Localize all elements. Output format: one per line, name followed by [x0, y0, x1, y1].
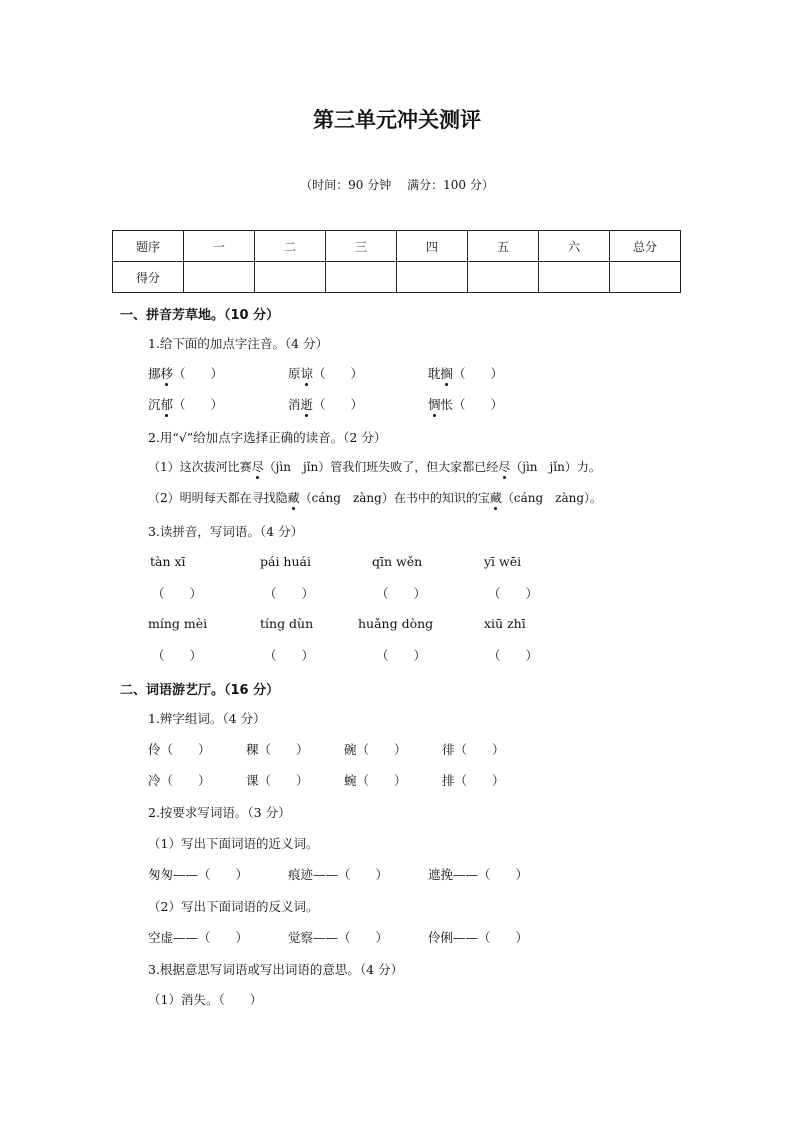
word-item: 排（ ）	[442, 773, 505, 788]
word-item: 碗（ ）	[344, 742, 407, 757]
score-table-score-row	[113, 262, 681, 293]
page-title: 第三单元冲关测评	[313, 108, 481, 132]
q2-2-sub-2: （2）写出下面词语的反义词。	[148, 899, 319, 914]
word-item: 徘（ ）	[442, 742, 505, 757]
q1-2-title: 2.用“√”给加点字选择正确的读音。（2 分）	[148, 430, 387, 445]
answer-blank[interactable]: （ ）	[264, 586, 315, 601]
synonym-item: 遮挽——（ ）	[428, 867, 529, 882]
pinyin-prompt: pái huái	[260, 554, 311, 569]
answer-blank[interactable]: （ ）	[152, 586, 203, 601]
synonym-item: 痕迹——（ ）	[288, 867, 389, 882]
row-label: 得分	[113, 262, 184, 293]
exam-info	[0, 176, 794, 193]
pinyin-item: 挪移（ ）	[148, 366, 224, 381]
antonym-item: 觉察——（ ）	[288, 930, 389, 945]
q1-1-title: 1.给下面的加点字注音。（4 分）	[148, 336, 329, 351]
q1-3-title: 3.读拼音，写词语。（4 分）	[148, 524, 304, 539]
score-cell[interactable]	[255, 262, 326, 293]
word-item: 冷（ ）	[148, 773, 211, 788]
word-item: 伶（ ）	[148, 742, 211, 757]
score-table	[112, 230, 681, 293]
pinyin-item: 惆怅（ ）	[428, 397, 504, 412]
section-1-title: 一、拼音芳草地。（10 分）	[120, 308, 280, 323]
q2-2-title: 2.按要求写词语。（3 分）	[148, 805, 291, 820]
score-cell[interactable]	[397, 262, 468, 293]
answer-blank[interactable]: （ ）	[152, 648, 203, 663]
pinyin-item: 原谅（ ）	[288, 366, 364, 381]
score-cell[interactable]	[539, 262, 610, 293]
pinyin-item: 消逝（ ）	[288, 397, 364, 412]
answer-blank[interactable]: （ ）	[376, 648, 427, 663]
word-item: 课（ ）	[246, 773, 309, 788]
header-cell: 总分	[610, 231, 681, 262]
antonym-item: 空虚——（ ）	[148, 930, 249, 945]
header-cell: 三	[326, 231, 397, 262]
pinyin-prompt: xiū zhī	[484, 616, 526, 631]
pinyin-item: 沉郁（ ）	[148, 397, 224, 412]
pinyin-prompt: tíng dùn	[260, 616, 314, 631]
pinyin-prompt: yī wēi	[484, 554, 522, 569]
q2-3-title: 3.根据意思写词语或写出词语的意思。（4 分）	[148, 962, 404, 977]
header-cell: 六	[539, 231, 610, 262]
pinyin-prompt: qīn wěn	[372, 554, 423, 569]
answer-blank[interactable]: （ ）	[488, 586, 539, 601]
q1-2-line-1: （1）这次拔河比赛尽（jìn jǐn）管我们班失败了，但大家都已经尽（jìn jǐn）力。	[148, 460, 601, 474]
q1-2-line-2: （2）明明每天都在寻找隐藏（cáng zàng）在书中的知识的宝藏（cáng zàng）。	[148, 491, 603, 505]
section-2-title: 二、词语游艺厅。（16 分）	[120, 683, 280, 698]
q2-2-sub-1: （1）写出下面词语的近义词。	[148, 836, 319, 851]
pinyin-prompt: tàn xī	[150, 554, 186, 569]
header-cell: 二	[255, 231, 326, 262]
full-score: 满分：100 分）	[407, 178, 494, 192]
word-item: 蜿（ ）	[344, 773, 407, 788]
answer-blank[interactable]: （ ）	[264, 648, 315, 663]
time-limit: （时间：90 分钟	[300, 178, 392, 192]
pinyin-prompt: huǎng dòng	[358, 616, 434, 631]
score-cell[interactable]	[610, 262, 681, 293]
header-cell: 题序	[113, 231, 184, 262]
q2-1-title: 1.辨字组词。（4 分）	[148, 711, 266, 726]
word-item: 稞（ ）	[246, 742, 309, 757]
answer-blank[interactable]: （ ）	[488, 648, 539, 663]
pinyin-prompt: míng mèi	[148, 616, 208, 631]
header-cell: 五	[468, 231, 539, 262]
synonym-item: 匆匆——（ ）	[148, 867, 249, 882]
q2-3-sub-1: （1）消失。（ ）	[148, 992, 263, 1007]
answer-blank[interactable]: （ ）	[376, 586, 427, 601]
score-cell[interactable]	[468, 262, 539, 293]
header-cell: 四	[397, 231, 468, 262]
score-cell[interactable]	[184, 262, 255, 293]
score-table-header-row	[113, 231, 681, 262]
pinyin-item: 耽搁（ ）	[428, 366, 504, 381]
score-cell[interactable]	[326, 262, 397, 293]
header-cell: 一	[184, 231, 255, 262]
antonym-item: 伶俐——（ ）	[428, 930, 529, 945]
